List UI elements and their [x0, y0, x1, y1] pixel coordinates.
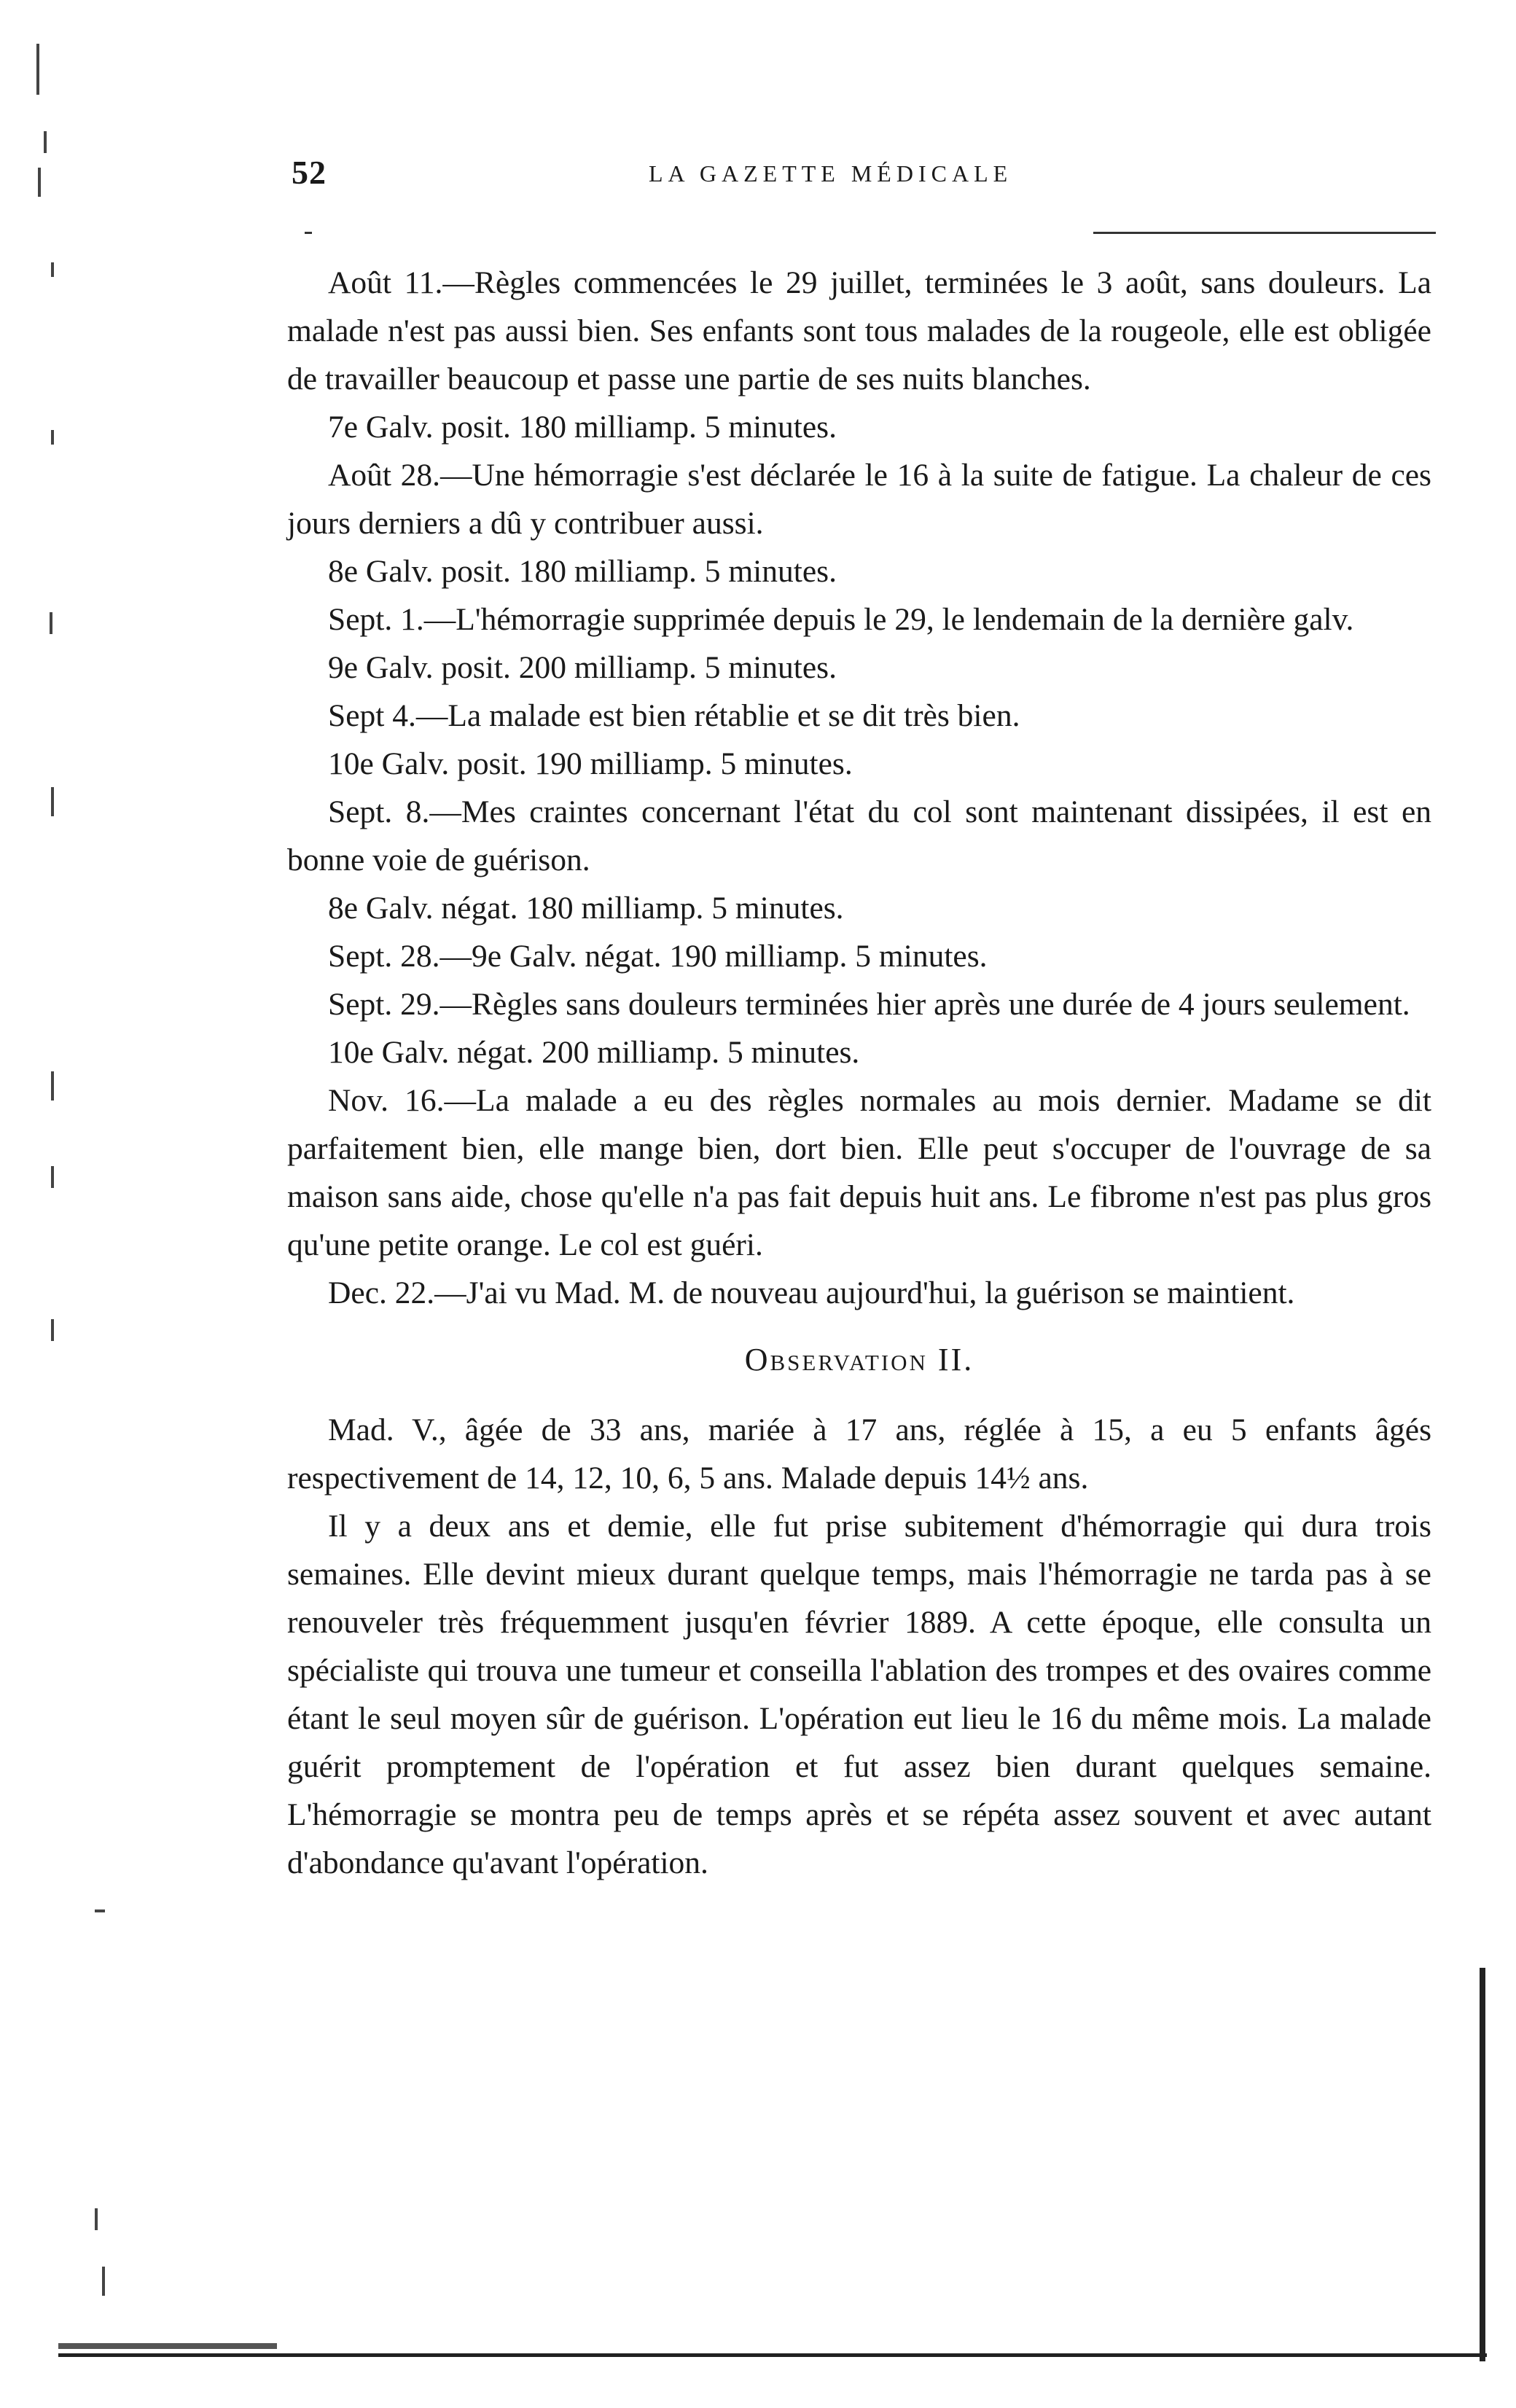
- header-rule-right: [1093, 232, 1436, 234]
- paragraph: 7e Galv. posit. 180 milliamp. 5 minutes.: [328, 410, 837, 445]
- body-text: [287, 259, 1431, 1887]
- page-header: [292, 153, 1436, 197]
- paragraph: Sept 4.—La malade est bien rétablie et se dit très bien.: [328, 698, 1020, 733]
- paragraph: Sept. 1.—L'hémorragie supprimée depuis le 29, le lendemain de la dernière galv.: [328, 602, 1354, 637]
- paragraph: 10e Galv. négat. 200 milliamp. 5 minutes.: [328, 1035, 860, 1070]
- page-number: 52: [292, 154, 327, 191]
- paragraph: 8e Galv. posit. 180 milliamp. 5 minutes.: [328, 554, 837, 589]
- paragraph: 9e Galv. posit. 200 milliamp. 5 minutes.: [328, 650, 837, 685]
- margin-marks: [22, 22, 109, 2354]
- paragraph: 8e Galv. négat. 180 milliamp. 5 minutes.: [328, 891, 844, 926]
- page-bottom-edge: [58, 2336, 1487, 2365]
- paragraph: Mad. V., âgée de 33 ans, mariée à 17 ans, réglée à 15, a eu 5 enfants âgés respectivement de 14, 12, 10, 6, 5 ans. Malade depuis 14½ ans.: [287, 1412, 1431, 1496]
- paragraph: Il y a deux ans et demie, elle fut prise subitement d'hémorragie qui dura trois semaines. Elle devint mieux durant quelque temps, mais l'hémorragie ne tarda pas à se renouveler très fréquemment jusqu'en février 1889. A cette époque, elle consulta un spécialiste qui trouva une tumeur et conseilla l'ablation des trompes et des ovaires comme étant le seul moyen sûr de guérison. L'opération eut lieu le 16 du même mois. La malade guérit promptement de l'opération et fut assez bien durant quelques semaine. L'hémorragie se montra peu de temps après et se répéta assez souvent et avec autant d'abondance qu'avant l'opération.: [287, 1509, 1431, 1880]
- paragraph: Nov. 16.—La malade a eu des règles normales au mois dernier. Madame se dit parfaitement bien, elle mange bien, dort bien. Elle peut s'occuper de l'ouvrage de sa maison sans aide, chose qu'elle n'a pas fait depuis huit ans. Le fibrome n'est pas plus gros qu'une petite orange. Le col est guéri.: [287, 1083, 1431, 1262]
- paragraph: Sept. 8.—Mes craintes concernant l'état du col sont maintenant dissipées, il est en bonne voie de guérison.: [287, 794, 1431, 877]
- paragraph: Dec. 22.—J'ai vu Mad. M. de nouveau aujourd'hui, la guérison se maintient.: [328, 1275, 1295, 1310]
- paragraph: Août 28.—Une hémorragie s'est déclarée le 16 à la suite de fatigue. La chaleur de ces jours derniers a dû y contribuer aussi.: [287, 458, 1431, 541]
- paragraph: Sept. 29.—Règles sans douleurs terminées hier après une durée de 4 jours seulement.: [328, 987, 1410, 1022]
- page-edge-shadow: [1480, 1968, 1485, 2361]
- paragraph: 10e Galv. posit. 190 milliamp. 5 minutes.: [328, 746, 853, 781]
- paragraph: Août 11.—Règles commencées le 29 juillet, terminées le 3 août, sans douleurs. La malade n'est pas aussi bien. Ses enfants sont tous malades de la rougeole, elle est obligée de travailler beaucoup et passe une partie de ses nuits blanches.: [287, 265, 1431, 396]
- running-title: LA GAZETTE MÉDICALE: [649, 160, 1013, 187]
- header-rule-left: [305, 232, 312, 234]
- section-heading: Observation II.: [744, 1342, 974, 1377]
- paragraph: Sept. 28.—9e Galv. négat. 190 milliamp. 5 minutes.: [328, 939, 988, 974]
